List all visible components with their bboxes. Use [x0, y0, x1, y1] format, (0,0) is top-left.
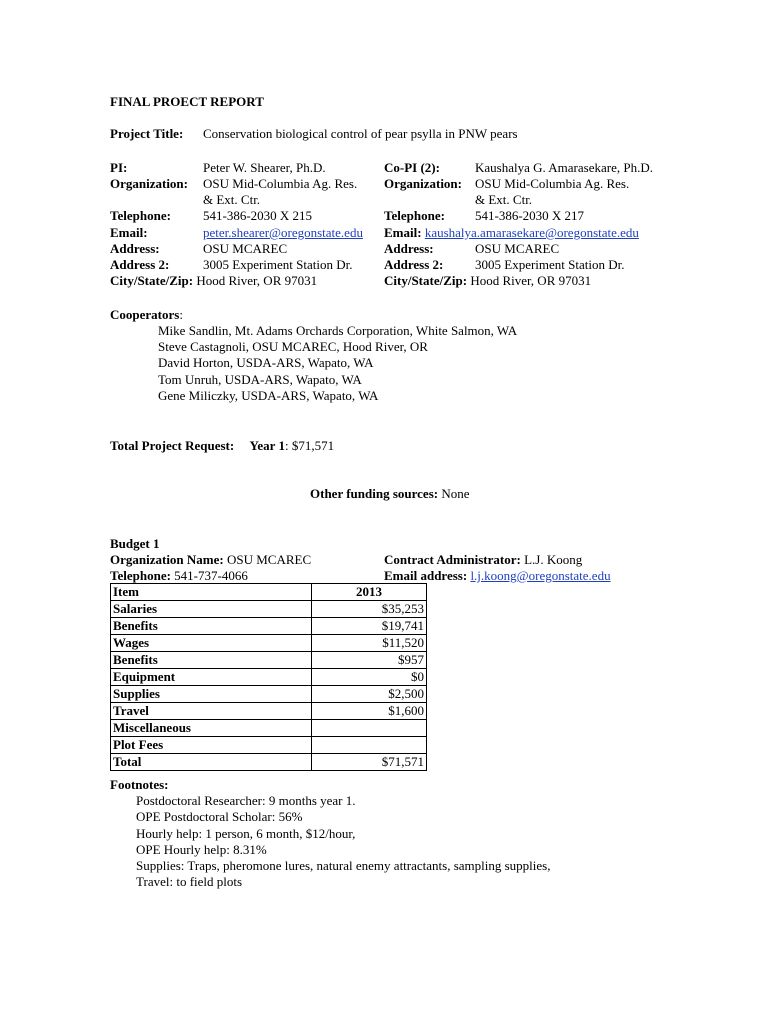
year-colon: :	[284, 438, 289, 453]
copi-email-link[interactable]: kaushalya.amarasekare@oregonstate.edu	[424, 225, 639, 240]
year-label: Year 1	[249, 438, 285, 453]
pi-org: OSU Mid-Columbia Ag. Res.	[203, 176, 358, 191]
table-cell-value: $957	[312, 652, 427, 669]
project-title-label: Project Title:	[110, 126, 184, 141]
table-cell-item: Wages	[111, 635, 312, 652]
copi-name: Kaushalya G. Amarasekare, Ph.D.	[475, 160, 653, 175]
copi-tel: 541-386-2030 X 217	[475, 208, 585, 223]
pi-tel: 541-386-2030 X 215	[203, 208, 313, 223]
cooperators-colon: :	[179, 307, 183, 322]
copi-address-label: Address:	[384, 241, 434, 256]
table-header-row	[111, 584, 427, 601]
copi-org-label: Organization:	[384, 176, 462, 191]
table-cell-value	[312, 720, 427, 737]
budget-tel-row	[110, 568, 248, 584]
budget-email-label: Email address:	[384, 568, 468, 583]
table-cell-item: Benefits	[111, 652, 312, 669]
footnotes-heading: Footnotes:	[110, 777, 169, 792]
table-cell-item: Benefits	[111, 618, 312, 635]
budget-tel-label: Telephone:	[110, 568, 171, 583]
pi-email-label: Email:	[110, 225, 148, 240]
total-request-amount: $71,571	[291, 438, 335, 453]
table-header-item: Item	[111, 584, 312, 601]
copi-city: Hood River, OR 97031	[470, 273, 592, 288]
table-row	[111, 669, 427, 686]
budget-heading: Budget 1	[110, 536, 160, 551]
budget-admin-row	[384, 552, 582, 568]
pi-label: PI:	[110, 160, 128, 175]
table-row-total	[111, 754, 427, 771]
total-request-row	[110, 438, 334, 454]
copi-address2-label: Address 2:	[384, 257, 444, 272]
cooperator-item: Tom Unruh, USDA-ARS, Wapato, WA	[158, 372, 362, 387]
report-title: FINAL PROECT REPORT	[110, 94, 264, 109]
table-cell-item: Travel	[111, 703, 312, 720]
table-row	[111, 703, 427, 720]
table-cell-value: $2,500	[312, 686, 427, 703]
copi-org-line2: & Ext. Ctr.	[475, 192, 533, 207]
footnote-item: Travel: to field plots	[136, 874, 243, 889]
cooperators-label: Cooperators	[110, 307, 180, 322]
table-cell-value: $19,741	[312, 618, 427, 635]
table-cell-item: Miscellaneous	[111, 720, 312, 737]
copi-label: Co-PI (2):	[384, 160, 440, 175]
pi-org-label: Organization:	[110, 176, 188, 191]
copi-city-label: City/State/Zip:	[384, 273, 468, 288]
budget-org-label: Organization Name:	[110, 552, 224, 567]
pi-name: Peter W. Shearer, Ph.D.	[203, 160, 326, 175]
budget-email-link[interactable]: l.j.koong@oregonstate.edu	[470, 568, 611, 583]
table-cell-value: $35,253	[312, 601, 427, 618]
copi-address: OSU MCAREC	[475, 241, 560, 256]
cooperator-item: David Horton, USDA-ARS, Wapato, WA	[158, 355, 374, 370]
budget-org-value: OSU MCAREC	[226, 552, 312, 567]
other-funding-row	[310, 486, 470, 502]
pi-address2: 3005 Experiment Station Dr.	[203, 257, 353, 272]
table-cell-value: $0	[312, 669, 427, 686]
footnote-item: Supplies: Traps, pheromone lures, natural enemy attractants, sampling supplies,	[136, 858, 551, 873]
pi-city-label: City/State/Zip:	[110, 273, 194, 288]
budget-org-row	[110, 552, 311, 568]
pi-address-label: Address:	[110, 241, 160, 256]
budget-table	[110, 583, 427, 771]
budget-admin-value: L.J. Koong	[524, 552, 583, 567]
table-row	[111, 720, 427, 737]
footnote-item: Hourly help: 1 person, 6 month, $12/hour,	[136, 826, 356, 841]
table-cell-item: Total	[111, 754, 312, 771]
table-cell-item: Supplies	[111, 686, 312, 703]
table-cell-item: Salaries	[111, 601, 312, 618]
table-cell-value	[312, 737, 427, 754]
budget-tel-value: 541-737-4066	[174, 568, 248, 583]
other-funding-label: Other funding sources:	[310, 486, 439, 501]
budget-admin-label: Contract Administrator:	[384, 552, 521, 567]
table-header-year: 2013	[312, 584, 427, 601]
table-cell-value: $11,520	[312, 635, 427, 652]
footnote-item: Postdoctoral Researcher: 9 months year 1.	[136, 793, 356, 808]
cooperator-item: Steve Castagnoli, OSU MCAREC, Hood River, OR	[158, 339, 428, 354]
copi-address2: 3005 Experiment Station Dr.	[475, 257, 625, 272]
cooperator-item: Gene Miliczky, USDA-ARS, Wapato, WA	[158, 388, 379, 403]
table-row	[111, 635, 427, 652]
table-cell-value: $1,600	[312, 703, 427, 720]
cooperators-heading	[110, 307, 183, 323]
project-title-value: Conservation biological control of pear psylla in PNW pears	[203, 126, 518, 141]
table-cell-value: $71,571	[312, 754, 427, 771]
table-cell-item: Plot Fees	[111, 737, 312, 754]
project-title-row	[110, 126, 518, 142]
pi-org-line2: & Ext. Ctr.	[203, 192, 261, 207]
total-request-label: Total Project Request:	[110, 438, 235, 453]
table-row	[111, 618, 427, 635]
pi-city: Hood River, OR 97031	[196, 273, 318, 288]
table-row	[111, 686, 427, 703]
copi-org: OSU Mid-Columbia Ag. Res.	[475, 176, 630, 191]
pi-address2-label: Address 2:	[110, 257, 170, 272]
table-row	[111, 737, 427, 754]
copi-tel-label: Telephone:	[384, 208, 445, 223]
table-cell-item: Equipment	[111, 669, 312, 686]
pi-tel-label: Telephone:	[110, 208, 171, 223]
footnote-item: OPE Postdoctoral Scholar: 56%	[136, 809, 303, 824]
other-funding-value: None	[441, 486, 470, 501]
copi-email-label: Email:	[384, 225, 422, 240]
footnote-item: OPE Hourly help: 8.31%	[136, 842, 267, 857]
table-row	[111, 652, 427, 669]
pi-email-link[interactable]: peter.shearer@oregonstate.edu	[203, 225, 363, 240]
budget-email-row	[384, 568, 611, 584]
pi-address: OSU MCAREC	[203, 241, 288, 256]
cooperator-item: Mike Sandlin, Mt. Adams Orchards Corporation, White Salmon, WA	[158, 323, 518, 338]
table-row	[111, 601, 427, 618]
